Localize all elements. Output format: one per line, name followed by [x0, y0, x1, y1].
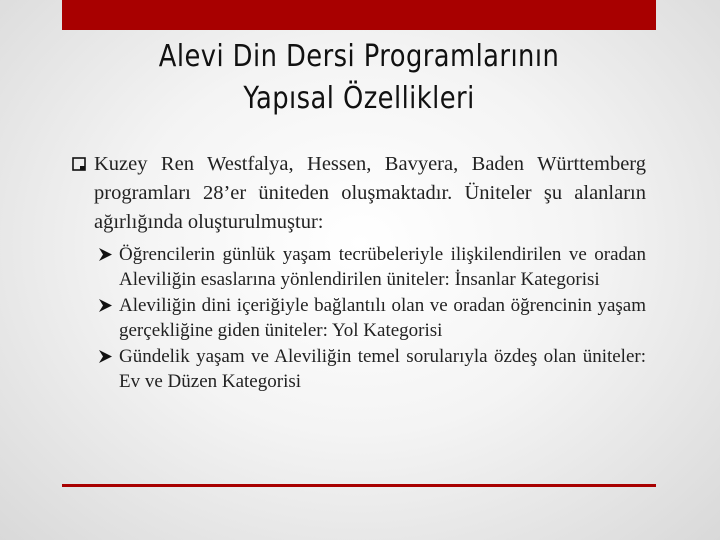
- slide-title-line-1: Alevi Din Dersi Programlarının: [158, 39, 560, 74]
- arrowhead-bullet-icon: [98, 247, 113, 262]
- bottom-accent-rule: [62, 484, 656, 487]
- arrowhead-bullet-icon: [98, 349, 113, 364]
- sub-bullet-item-3: [98, 344, 646, 394]
- sub-bullet-item-2: [98, 293, 646, 343]
- arrowhead-bullet-icon: [98, 298, 113, 313]
- intro-bullet: [72, 150, 646, 237]
- sub-bullet-text-1: Öğrencilerin günlük yaşam tecrübeleriyle ilişkilendirilen ve oradan Aleviliğin esaslarına yönlendirilen üniteler: İnsanlar Kategorisi: [119, 244, 646, 290]
- slide-title: [104, 36, 615, 120]
- slide-body: [72, 150, 646, 395]
- q-box-bullet-icon: [72, 157, 86, 171]
- slide-title-line-2: Yapısal Özellikleri: [243, 81, 475, 116]
- top-accent-bar: [62, 0, 656, 30]
- sub-bullet-item-1: [98, 242, 646, 292]
- sub-bullet-text-2: Aleviliğin dini içeriğiyle bağlantılı olan ve oradan öğrencinin yaşam gerçekliğine giden üniteler: Yol Kategorisi: [119, 295, 646, 341]
- intro-text: Kuzey Ren Westfalya, Hessen, Bavyera, Baden Württemberg programları 28’er üniteden oluşmaktadır. Üniteler şu alanların ağırlığında oluşturulmuştur:: [94, 153, 646, 233]
- sub-bullet-list: [72, 242, 646, 394]
- sub-bullet-text-3: Gündelik yaşam ve Aleviliğin temel sorularıyla özdeş olan üniteler: Ev ve Düzen Kategorisi: [119, 346, 646, 392]
